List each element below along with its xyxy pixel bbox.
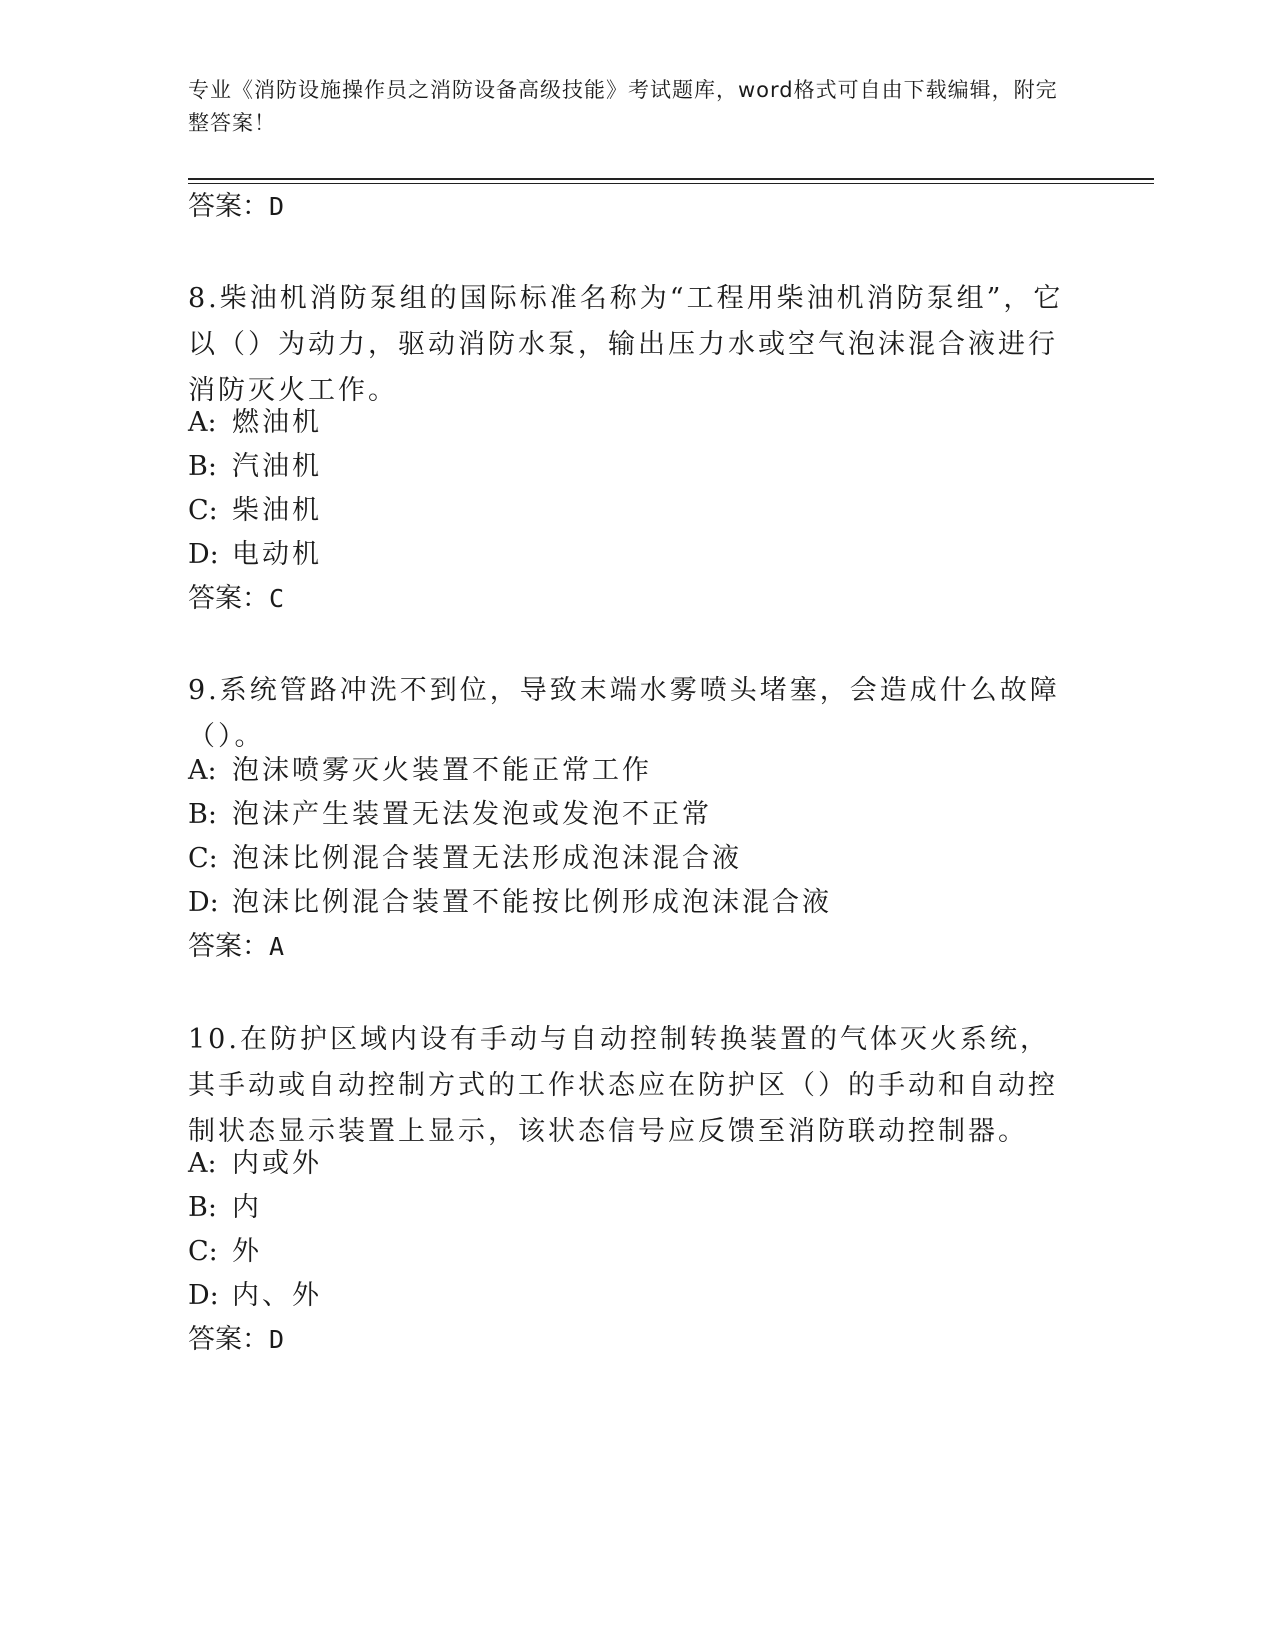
option-letter: A:	[188, 407, 217, 438]
option-letter: D:	[188, 1280, 219, 1311]
question-9-option-c	[188, 842, 742, 876]
option-text: 燃油机	[232, 407, 322, 438]
answer-label: 答案：	[188, 931, 269, 962]
option-letter: A:	[188, 755, 217, 786]
option-text: 电动机	[232, 539, 322, 570]
question-8-option-d	[188, 538, 322, 572]
question-8-option-a	[188, 406, 322, 440]
question-9-text: 9.系统管路冲洗不到位，导致末端水雾喷头堵塞，会造成什么故障（）。	[188, 675, 1060, 752]
option-letter: D:	[188, 539, 219, 570]
answer-value: A	[269, 932, 285, 961]
option-text: 汽油机	[232, 451, 322, 482]
answer-value: D	[269, 1325, 285, 1354]
document-header: 专业《消防设施操作员之消防设备高级技能》考试题库，word格式可自由下载编辑，附完整答案！	[188, 78, 1058, 135]
question-10-option-b	[188, 1191, 262, 1225]
option-letter: A:	[188, 1148, 217, 1179]
question-10-option-c	[188, 1235, 262, 1269]
option-text: 内或外	[232, 1148, 322, 1179]
option-text: 内	[232, 1192, 262, 1223]
answer-label: 答案：	[188, 1324, 269, 1355]
question-10-answer	[188, 1323, 284, 1357]
answer-label: 答案：	[188, 583, 269, 614]
option-letter: B:	[188, 451, 217, 482]
answer-value: D	[269, 192, 285, 221]
question-8-answer	[188, 582, 284, 616]
option-letter: B:	[188, 1192, 217, 1223]
question-9-answer	[188, 930, 284, 964]
question-9-option-b	[188, 798, 712, 832]
option-text: 柴油机	[232, 495, 322, 526]
option-text: 泡沫产生装置无法发泡或发泡不正常	[232, 799, 712, 830]
question-9-option-d	[188, 886, 832, 920]
question-10-text: 10.在防护区域内设有手动与自动控制转换装置的气体灭火系统，其手动或自动控制方式的工作状态应在防护区（）的手动和自动控制状态显示装置上显示，该状态信号应反馈至消防联动控制器。	[188, 1024, 1058, 1147]
question-8-option-c	[188, 494, 322, 528]
header-divider-thin	[188, 183, 1154, 184]
question-8-text: 8.柴油机消防泵组的国际标准名称为“工程用柴油机消防泵组”，它以（）为动力，驱动消防水泵，输出压力水或空气泡沫混合液进行消防灭火工作。	[188, 283, 1064, 406]
option-text: 泡沫比例混合装置无法形成泡沫混合液	[232, 843, 742, 874]
option-letter: B:	[188, 799, 217, 830]
answer-value: C	[269, 584, 285, 613]
question-8-option-b	[188, 450, 322, 484]
option-text: 内、外	[232, 1280, 322, 1311]
option-text: 外	[232, 1236, 262, 1267]
option-text: 泡沫喷雾灭火装置不能正常工作	[232, 755, 652, 786]
question-10-option-d	[188, 1279, 322, 1313]
previous-answer	[188, 190, 284, 224]
option-letter: C:	[188, 843, 218, 874]
question-10-option-a	[188, 1147, 322, 1181]
option-letter: C:	[188, 495, 218, 526]
answer-label: 答案：	[188, 191, 269, 222]
question-9-option-a	[188, 754, 652, 788]
option-text: 泡沫比例混合装置不能按比例形成泡沫混合液	[232, 887, 832, 918]
header-divider-thick	[188, 178, 1154, 180]
option-letter: D:	[188, 887, 219, 918]
option-letter: C:	[188, 1236, 218, 1267]
